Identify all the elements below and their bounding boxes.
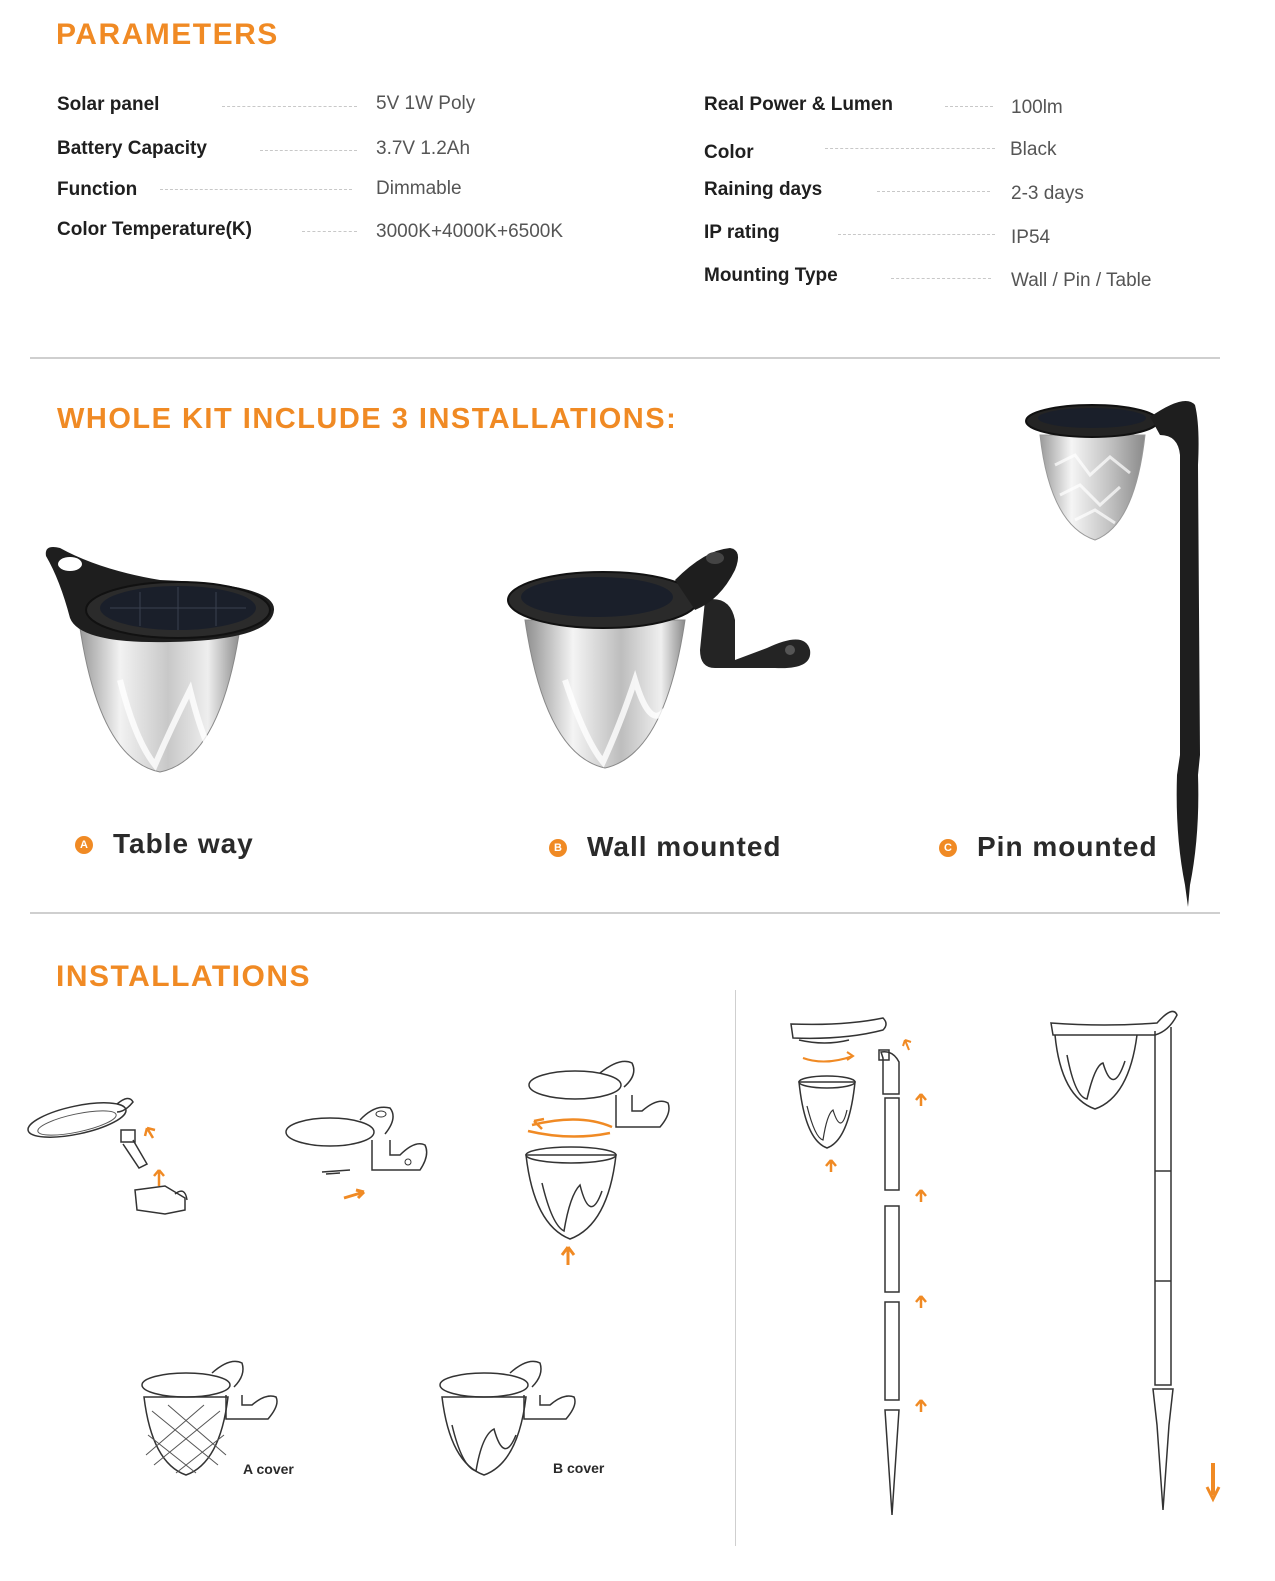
wall-lamp-image (505, 540, 825, 780)
section-divider (30, 357, 1220, 359)
param-value-power-lumen: 100lm (1011, 97, 1063, 118)
leader-dots (302, 231, 357, 232)
step-wall-bracket-diagram (280, 1100, 440, 1210)
table-lamp-image (40, 540, 280, 780)
step-table-assembly-diagram (25, 1090, 205, 1220)
param-label-mounting-type: Mounting Type (704, 265, 838, 286)
param-label-power-lumen: Real Power & Lumen (704, 94, 893, 115)
param-label-raining-days: Raining days (704, 179, 823, 200)
param-label-color-temperature: Color Temperature(K) (57, 219, 252, 240)
b-cover-label: B cover (553, 1460, 605, 1476)
leader-dots (260, 150, 357, 151)
parameters-title: PARAMETERS (56, 18, 279, 51)
param-value-ip-rating: IP54 (1011, 227, 1051, 248)
leader-dots (160, 189, 352, 190)
section-divider (30, 912, 1220, 914)
param-value-battery-capacity: 3.7V 1.2Ah (376, 138, 471, 159)
param-value-raining-days: 2-3 days (1011, 183, 1084, 204)
pin-assembly-exploded-diagram (785, 1010, 935, 1525)
kit-title: WHOLE KIT INCLUDE 3 INSTALLATIONS: (57, 403, 678, 435)
badge-c: C (939, 839, 957, 857)
option-table-way: Table way (113, 828, 254, 859)
param-value-solar-panel: 5V 1W Poly (376, 93, 476, 114)
leader-dots (825, 148, 995, 149)
step-cover-attach-diagram (520, 1055, 680, 1270)
leader-dots (838, 234, 995, 235)
param-value-function: Dimmable (376, 178, 462, 199)
vertical-divider (735, 990, 736, 1546)
pin-assembled-diagram (1045, 1005, 1230, 1515)
a-cover-label: A cover (243, 1461, 294, 1477)
badge-b: B (549, 839, 567, 857)
badge-a: A (75, 836, 93, 854)
param-label-solar-panel: Solar panel (57, 94, 160, 115)
param-label-function: Function (57, 179, 138, 200)
param-label-battery-capacity: Battery Capacity (57, 138, 207, 159)
param-label-ip-rating: IP rating (704, 222, 780, 243)
option-pin-mounted: Pin mounted (977, 831, 1158, 862)
param-value-mounting-type: Wall / Pin / Table (1011, 270, 1152, 291)
leader-dots (945, 106, 993, 107)
leader-dots (891, 278, 991, 279)
param-label-color: Color (704, 142, 754, 163)
param-value-color: Black (1010, 139, 1057, 160)
option-wall-mounted: Wall mounted (587, 831, 782, 862)
param-value-color-temperature: 3000K+4000K+6500K (376, 221, 564, 242)
installations-title: INSTALLATIONS (56, 960, 312, 993)
leader-dots (877, 191, 990, 192)
leader-dots (222, 106, 357, 107)
